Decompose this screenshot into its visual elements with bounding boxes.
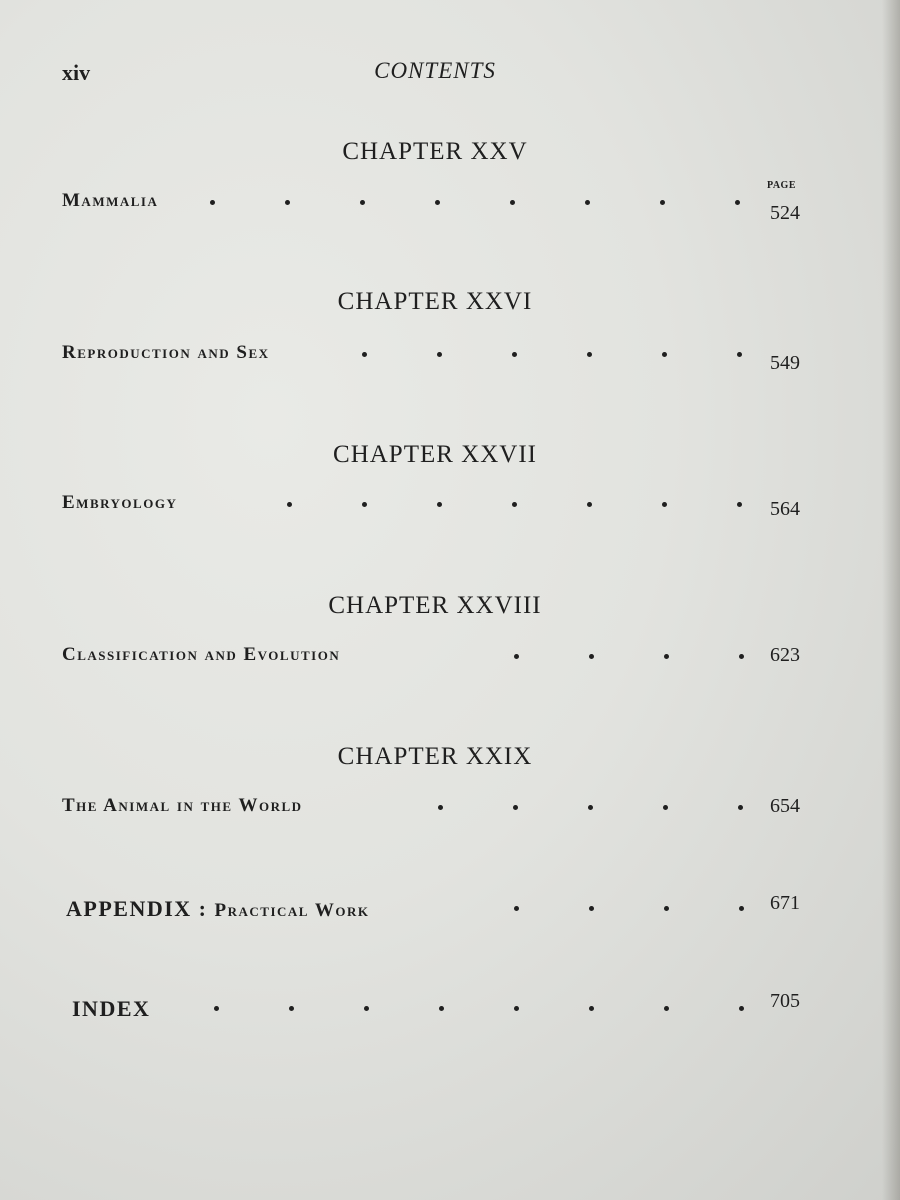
- page-number: xiv: [62, 60, 91, 85]
- entry-page-number: 549: [770, 352, 800, 374]
- dot-leaders: [210, 200, 740, 210]
- entry-page-number: 705: [770, 990, 800, 1012]
- entry-title: [72, 996, 150, 1022]
- chapter-heading: CHAPTER XXVII: [333, 441, 537, 468]
- toc-entry[interactable]: [62, 644, 800, 678]
- entry-page-number: 524: [770, 202, 800, 224]
- running-title: CONTENTS: [374, 58, 496, 83]
- page-edge-shadow: [882, 0, 900, 1200]
- appendix-title: Practical Work: [214, 900, 370, 921]
- page-header: [0, 56, 900, 92]
- index-label: INDEX: [72, 996, 151, 1021]
- entry-page-number: 654: [770, 795, 800, 817]
- chapter-heading: CHAPTER XXVIII: [328, 592, 542, 619]
- entry-page-number: 564: [770, 498, 800, 520]
- appendix-separator: :: [191, 896, 215, 921]
- dot-leaders: [362, 352, 742, 362]
- chapter-heading: CHAPTER XXIX: [337, 743, 533, 770]
- dot-leaders: [514, 654, 742, 664]
- dot-leaders: [514, 906, 742, 916]
- entry-title: Mammalia: [62, 190, 159, 211]
- toc-entry[interactable]: [62, 342, 800, 376]
- entry-title: [66, 896, 369, 922]
- dot-leaders: [214, 1006, 742, 1016]
- dot-leaders: [287, 502, 742, 512]
- entry-page-number: 623: [770, 644, 800, 666]
- entry-title: Embryology: [62, 492, 178, 513]
- entry-page-number: 671: [770, 892, 800, 914]
- entry-title: Reproduction and Sex: [62, 342, 270, 363]
- appendix-label: APPENDIX: [66, 896, 192, 921]
- entry-title: The Animal in the World: [62, 795, 303, 816]
- toc-entry-appendix[interactable]: [62, 892, 800, 930]
- toc-entry-index[interactable]: [62, 990, 800, 1030]
- page-column-label: PAGE: [766, 180, 796, 191]
- chapter-heading: CHAPTER XXVI: [337, 288, 533, 315]
- toc-entry[interactable]: [62, 795, 800, 829]
- toc-entry[interactable]: [62, 190, 800, 224]
- toc-entry[interactable]: [62, 492, 800, 526]
- dot-leaders: [438, 805, 742, 815]
- chapter-heading: CHAPTER XXV: [342, 138, 528, 165]
- entry-title: Classification and Evolution: [62, 644, 341, 665]
